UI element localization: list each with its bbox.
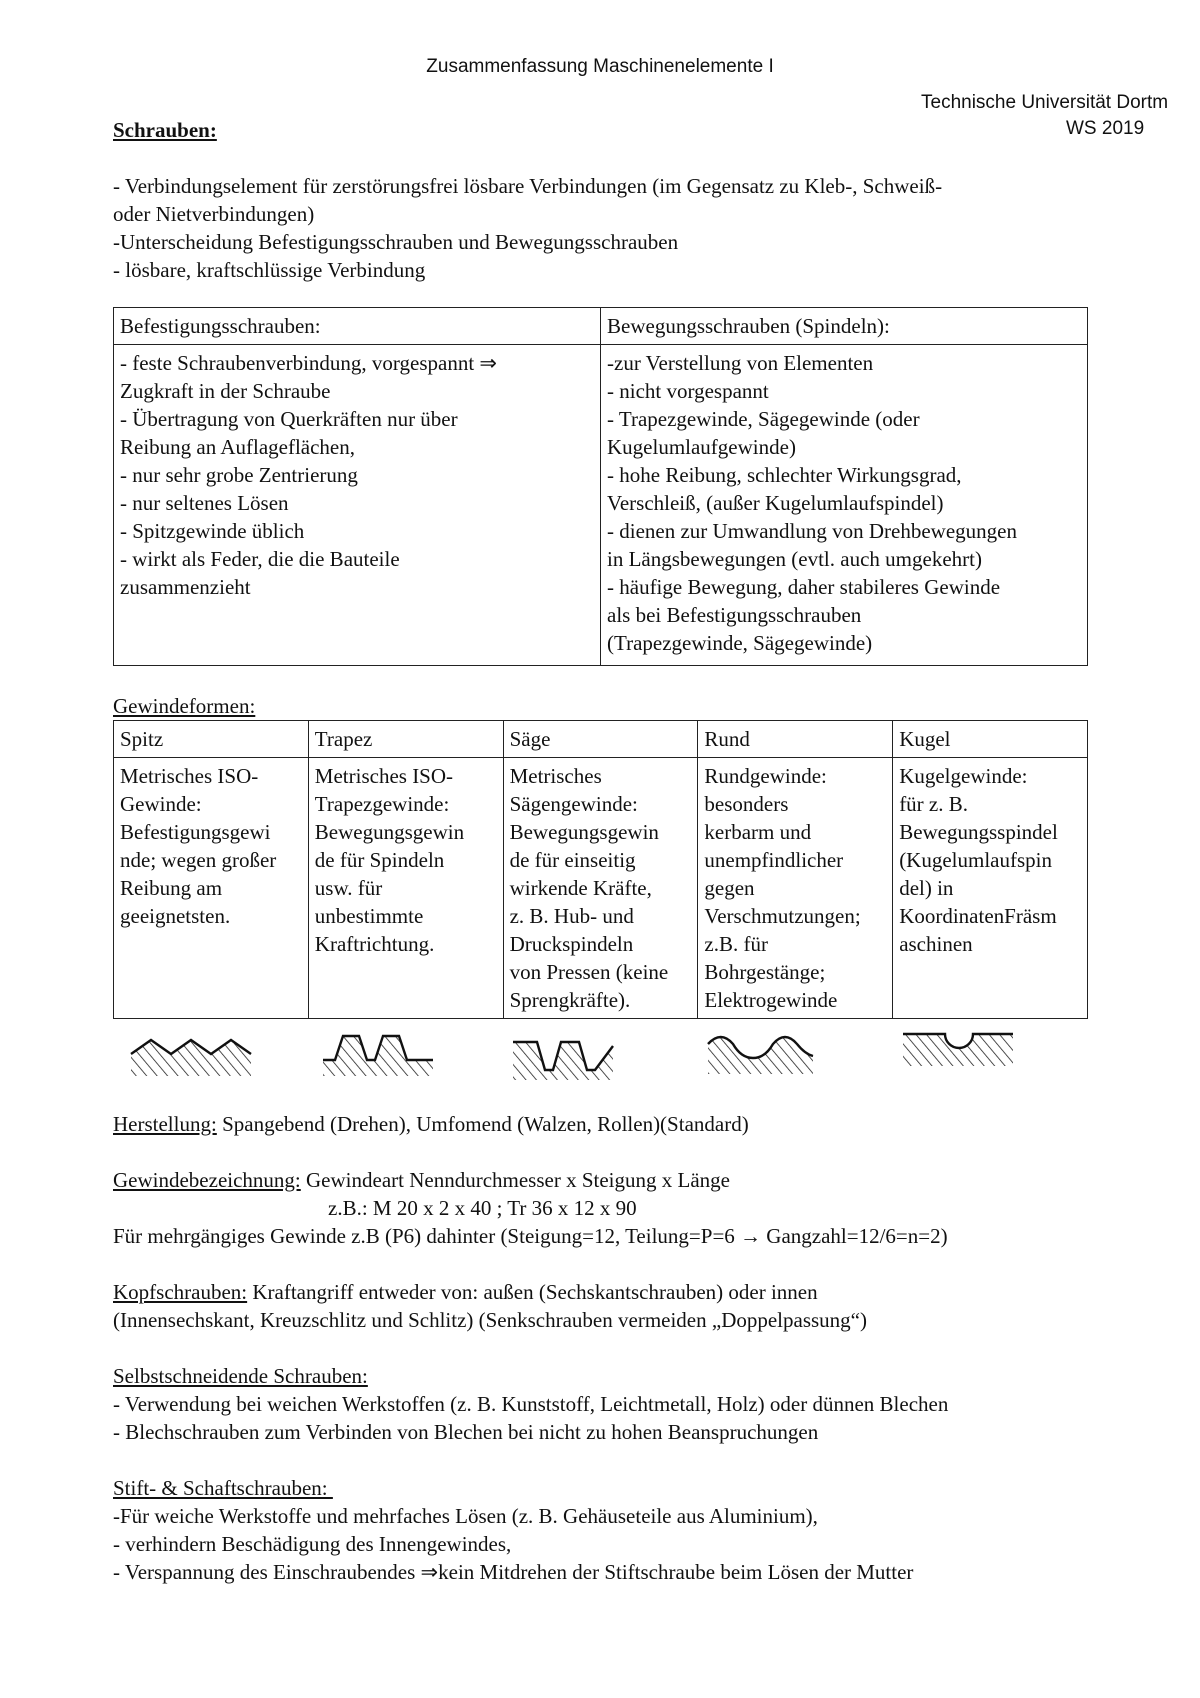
cell-line: (Kugelumlaufspin xyxy=(899,848,1052,872)
cell-line: - wirkt als Feder, die die Bauteile xyxy=(120,547,400,571)
cell-line: Bewegungsgewin xyxy=(314,820,465,844)
gewindebezeichnung-multi: Für mehrgängiges Gewinde z.B (P6) dahinter (Steigung=12, Teilung=P=6 → Gangzahl=12/6=n=2) xyxy=(113,1224,948,1248)
thread-forms-table xyxy=(113,720,1088,1019)
semester-label: WS 2019 xyxy=(1066,118,1145,139)
cell-line: del) in xyxy=(899,876,954,900)
cell-line: -zur Verstellung von Elementen xyxy=(607,351,874,375)
stiftschrauben-line: - verhindern Beschädigung des Innengewindes, xyxy=(113,1532,512,1556)
cell-line: Sägengewinde: xyxy=(509,792,638,816)
intro-line: oder Nietverbindungen) xyxy=(113,202,315,226)
cell-line: - Spitzgewinde üblich xyxy=(120,519,305,543)
table-row xyxy=(114,345,1088,666)
kugel-thread-icon xyxy=(903,1034,1013,1066)
spitz-thread-icon xyxy=(131,1040,251,1076)
cell-line: (Trapezgewinde, Sägegewinde) xyxy=(607,631,873,655)
cell-line: Rundgewinde: xyxy=(704,764,827,788)
selbstschneidende-line: - Blechschrauben zum Verbinden von Blechen bei nicht zu hohen Beanspruchungen xyxy=(113,1420,819,1444)
cell-line: unempfindlicher xyxy=(704,848,844,872)
spitz-cell xyxy=(114,758,309,1019)
thread-profile-figures xyxy=(113,1024,1088,1090)
herstellung-label: Herstellung: xyxy=(113,1112,217,1136)
cell-line: Elektrogewinde xyxy=(704,988,838,1012)
gewindebezeichnung-text: Gewindeart Nenndurchmesser x Steigung x Länge xyxy=(300,1168,730,1192)
cell-line: gegen xyxy=(704,876,755,900)
cell-line: de für Spindeln xyxy=(314,848,445,872)
cell-line: Druckspindeln xyxy=(509,932,634,956)
kugel-cell xyxy=(893,758,1088,1019)
institution-name: Technische Universität Dortm xyxy=(921,92,1169,113)
intro-line: -Unterscheidung Befestigungsschrauben und Bewegungsschrauben xyxy=(113,230,679,254)
header-saege: Säge xyxy=(503,721,698,758)
befestigung-header: Befestigungsschrauben: xyxy=(114,308,601,345)
cell-line: - feste Schraubenverbindung, vorgespannt ⇒ xyxy=(120,351,498,375)
header-kugel: Kugel xyxy=(893,721,1088,758)
cell-line: für z. B. xyxy=(899,792,969,816)
cell-line: in Längsbewegungen (evtl. auch umgekehrt) xyxy=(607,547,982,571)
trapez-cell xyxy=(308,758,503,1019)
bewegung-cell xyxy=(601,345,1088,666)
header-trapez: Trapez xyxy=(308,721,503,758)
rund-cell xyxy=(698,758,893,1019)
herstellung-line xyxy=(113,1110,1113,1138)
gewindebezeichnung-example: z.B.: M 20 x 2 x 40 ; Tr 36 x 12 x 90 xyxy=(328,1196,637,1220)
cell-line: - nur sehr grobe Zentrierung xyxy=(120,463,358,487)
schrauben-heading: Schrauben: xyxy=(113,118,217,142)
cell-line: als bei Befestigungsschrauben xyxy=(607,603,862,627)
table-header-row xyxy=(114,308,1088,345)
intro-text xyxy=(113,172,1093,284)
page-title: Zusammenfassung Maschinenelemente I xyxy=(426,56,774,77)
cell-line: nde; wegen großer xyxy=(120,848,277,872)
cell-line: Gewinde: xyxy=(120,792,202,816)
cell-line: z. B. Hub- und xyxy=(509,904,634,928)
cell-line: usw. für xyxy=(314,876,383,900)
gewindeformen-heading: Gewindeformen: xyxy=(113,694,256,718)
cell-line: Kugelgewinde: xyxy=(899,764,1028,788)
cell-line: besonders xyxy=(704,792,789,816)
rund-thread-icon xyxy=(708,1037,813,1074)
cell-line: z.B. für xyxy=(704,932,768,956)
selbstschneidende-line: - Verwendung bei weichen Werkstoffen (z. B. Kunststoff, Leichtmetall, Holz) oder dünnen Blechen xyxy=(113,1392,949,1416)
saege-cell xyxy=(503,758,698,1019)
cell-line: - dienen zur Umwandlung von Drehbewegungen xyxy=(607,519,1017,543)
stiftschrauben-line: - Verspannung des Einschraubendes ⇒kein Mitdrehen der Stiftschraube beim Lösen der Mutter xyxy=(113,1560,914,1584)
cell-line: - Übertragung von Querkräften nur über xyxy=(120,407,458,431)
cell-line: KoordinatenFräsm xyxy=(899,904,1057,928)
cell-line: Reibung am xyxy=(120,876,223,900)
cell-line: wirkende Kräfte, xyxy=(509,876,652,900)
header-rund: Rund xyxy=(698,721,893,758)
cell-line: Bewegungsgewin xyxy=(509,820,659,844)
cell-line: de für einseitig xyxy=(509,848,636,872)
cell-line: Trapezgewinde: xyxy=(314,792,450,816)
cell-line: Befestigungsgewi xyxy=(120,820,271,844)
kopfschrauben-label: Kopfschrauben: xyxy=(113,1280,248,1304)
cell-line: - häufige Bewegung, daher stabileres Gewinde xyxy=(607,575,1001,599)
cell-line: Verschleiß, (außer Kugelumlaufspindel) xyxy=(607,491,944,515)
befestigung-cell xyxy=(114,345,601,666)
cell-line: Verschmutzungen; xyxy=(704,904,861,928)
header-spitz: Spitz xyxy=(114,721,309,758)
selbstschneidende-heading: Selbstschneidende Schrauben: xyxy=(113,1364,368,1388)
stiftschrauben-block xyxy=(113,1474,1113,1586)
cell-line: Zugkraft in der Schraube xyxy=(120,379,331,403)
cell-line: Reibung an Auflageflächen, xyxy=(120,435,355,459)
table-row xyxy=(114,758,1088,1019)
cell-line: - nicht vorgespannt xyxy=(607,379,769,403)
saege-thread-icon xyxy=(513,1042,613,1080)
cell-line: Sprengkräfte). xyxy=(509,988,631,1012)
cell-line: unbestimmte xyxy=(314,904,424,928)
cell-line: Bewegungsspindel xyxy=(899,820,1058,844)
intro-line: - lösbare, kraftschlüssige Verbindung xyxy=(113,258,426,282)
cell-line: Kraftrichtung. xyxy=(314,932,435,956)
bewegung-header: Bewegungsschrauben (Spindeln): xyxy=(601,308,1088,345)
cell-line: - Trapezgewinde, Sägegewinde (oder xyxy=(607,407,920,431)
kopfschrauben-line2: (Innensechskant, Kreuzschlitz und Schlitz) (Senkschrauben vermeiden „Doppelpassung“) xyxy=(113,1308,868,1332)
cell-line: Metrisches ISO- xyxy=(314,764,454,788)
cell-line: Kugelumlaufgewinde) xyxy=(607,435,796,459)
intro-line: - Verbindungselement für zerstörungsfrei lösbare Verbindungen (im Gegensatz zu Kleb-, Schweiß- xyxy=(113,174,943,198)
cell-line: geeignetsten. xyxy=(120,904,231,928)
cell-line: Metrisches xyxy=(509,764,602,788)
cell-line: Bohrgestänge; xyxy=(704,960,826,984)
kopfschrauben-block xyxy=(113,1278,1113,1334)
gewindebezeichnung-block xyxy=(113,1166,1113,1250)
cell-line: Metrisches ISO- xyxy=(120,764,259,788)
cell-line: - nur seltenes Lösen xyxy=(120,491,289,515)
trapez-thread-icon xyxy=(323,1036,433,1076)
cell-line: kerbarm und xyxy=(704,820,812,844)
comparison-table xyxy=(113,307,1088,666)
table-header-row xyxy=(114,721,1088,758)
kopfschrauben-text: Kraftangriff entweder von: außen (Sechskantschrauben) oder innen xyxy=(247,1280,818,1304)
stiftschrauben-heading: Stift- & Schaftschrauben: xyxy=(113,1476,333,1500)
cell-line: von Pressen (keine xyxy=(509,960,669,984)
selbstschneidende-block xyxy=(113,1362,1113,1446)
cell-line: zusammenzieht xyxy=(120,575,251,599)
cell-line: - hohe Reibung, schlechter Wirkungsgrad, xyxy=(607,463,962,487)
stiftschrauben-line: -Für weiche Werkstoffe und mehrfaches Lösen (z. B. Gehäuseteile aus Aluminium), xyxy=(113,1504,818,1528)
gewindebezeichnung-label: Gewindebezeichnung: xyxy=(113,1168,301,1192)
cell-line: aschinen xyxy=(899,932,973,956)
herstellung-text: Spangebend (Drehen), Umfomend (Walzen, Rollen)(Standard) xyxy=(216,1112,749,1136)
